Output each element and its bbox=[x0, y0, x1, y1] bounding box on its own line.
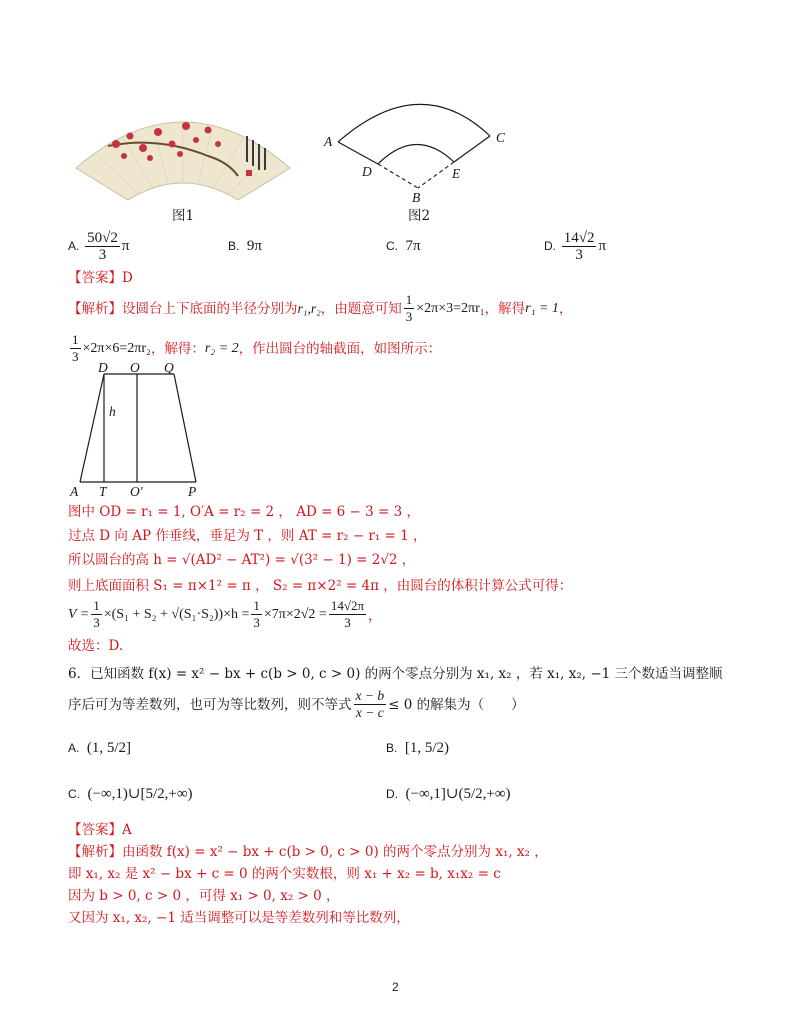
q5-analysis-line-6: 则上底面面积 S₁ = π×1² = π ， S₂ = π×2² = 4π ，由圆台的体积计算公式可得： bbox=[68, 578, 573, 594]
trapezoid-figure bbox=[66, 362, 216, 502]
label-D: D bbox=[362, 164, 372, 179]
trap-label-P: P bbox=[188, 484, 197, 499]
q5-option-b: B. 9π bbox=[228, 238, 262, 254]
label-B: B bbox=[412, 190, 421, 205]
trap-label-O: O bbox=[130, 360, 140, 375]
q5-conclusion: 故选：D. bbox=[68, 638, 124, 654]
q5-option-a: A. $\frac{50√2}{3}$ π bbox=[68, 230, 130, 263]
q6-option-a: A. (1, 5/2] bbox=[68, 740, 132, 756]
trap-label-Q: Q bbox=[164, 360, 174, 375]
q5-analysis-line-2: $\frac{1}{3}$ ×2π×6=2πr₂ ，解得： r₂ = 2 ，作出圆台的轴截面，如图所示： bbox=[72, 332, 442, 364]
trap-label-T: T bbox=[99, 484, 107, 499]
q6-analysis-line-4: 又因为 x₁, x₂, −1 适当调整可以是等差数列和等比数列， bbox=[68, 910, 410, 926]
figure-2-caption: 图2 bbox=[408, 208, 431, 224]
trap-label-h: h bbox=[109, 404, 116, 419]
q6-option-b: B. [1, 5/2) bbox=[386, 740, 450, 756]
q6-option-d: D. (−∞,1]∪(5/2,+∞) bbox=[386, 786, 511, 802]
q6-option-c: C. (−∞,1)∪[5/2,+∞) bbox=[68, 786, 193, 802]
q6-stem-line-2: 序后可为等差数列，也可为等比数列，则不等式 $\frac{x - b}{x - c}$ ≤ 0 的解集为（ ） bbox=[68, 688, 525, 720]
q6-analysis-line-2: 即 x₁, x₂ 是 x² − bx + c = 0 的两个实数根，则 x₁ + x₂ = b, x₁x₂ = c bbox=[68, 866, 501, 882]
q5-analysis-line-1: 【解析】 设圆台上下底面的半径分别为 r₁,r₂ ，由题意可知 $\frac{1}{3}$ ×2π×3=2πr₁ ，解得 r₁ = 1 ， bbox=[68, 292, 573, 324]
label-C: C bbox=[496, 130, 506, 145]
q5-option-d: D. $\frac{14√2}{3}$ π bbox=[544, 230, 607, 263]
trap-label-D: D bbox=[98, 360, 108, 375]
q5-analysis-line-3: 图中 OD = r₁ = 1, O′A = r₂ = 2 ， AD = 6 − 3 = 3 ， bbox=[68, 504, 421, 520]
q6-stem-line-1: 6．已知函数 f(x) = x² − bx + c(b > 0, c > 0) 的两个零点分别为 x₁, x₂ ，若 x₁, x₂, −1 三个数适当调整顺 bbox=[68, 666, 723, 682]
q5-analysis-line-4: 过点 D 向 AP 作垂线，垂足为 T ，则 AT = r₂ − r₁ = 1 ， bbox=[68, 528, 427, 544]
figure-2 bbox=[318, 96, 518, 208]
trap-label-A: A bbox=[70, 484, 79, 499]
page-number: 2 bbox=[392, 980, 399, 994]
q5-analysis-line-5: 所以圆台的高 h = √(AD² − AT²) = √(3² − 1) = 2√2 ， bbox=[68, 552, 416, 568]
label-E: E bbox=[452, 166, 461, 181]
figure-1-caption: 图1 bbox=[172, 208, 195, 224]
q5-volume-formula: V = $\frac{1}{3}$ ×(S₁ + S₂ + √(S₁·S₂))×h = $\frac{1}{3}$ ×7π×2√2 = $\frac{14√2\pi}{3}$ ， bbox=[68, 598, 383, 630]
q5-option-c: C. 7π bbox=[386, 238, 421, 254]
frustum-axial-section bbox=[66, 362, 216, 502]
fan-painting-image bbox=[68, 96, 298, 206]
figure-1 bbox=[68, 96, 298, 206]
label-A: A bbox=[324, 134, 333, 149]
q5-answer: 【答案】D bbox=[68, 270, 133, 286]
q6-analysis-line-1: 【解析】由函数 f(x) = x² − bx + c(b > 0, c > 0) 的两个零点分别为 x₁, x₂ ， bbox=[68, 844, 548, 860]
q6-analysis-line-3: 因为 b > 0, c > 0 ，可得 x₁ > 0, x₂ > 0 ， bbox=[68, 888, 340, 904]
trap-label-O-prime: O′ bbox=[130, 484, 143, 499]
q6-answer: 【答案】A bbox=[68, 822, 132, 838]
